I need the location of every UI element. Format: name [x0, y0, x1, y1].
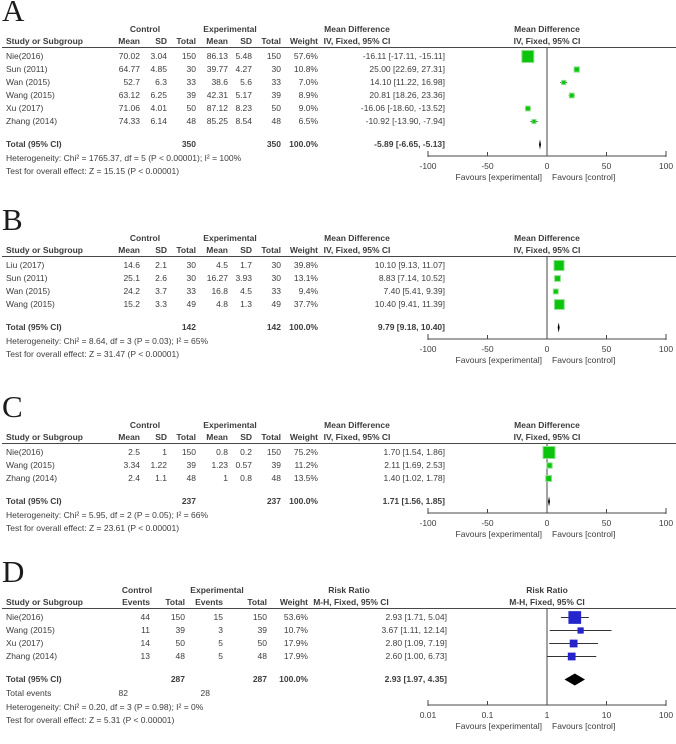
study-cell: 6.3 — [155, 77, 167, 87]
weight-cell: 57.6% — [293, 51, 318, 61]
weight-cell: 7.0% — [298, 77, 318, 87]
study-label: Sun (2011) — [6, 273, 48, 283]
effect-header: Mean Difference — [324, 24, 390, 34]
weight-cell: 10.7% — [283, 625, 308, 635]
ci-cell: 1.40 [1.02, 1.78] — [383, 473, 445, 483]
effect-square — [553, 289, 558, 294]
study-cell: 0.8 — [216, 447, 228, 457]
study-cell: 3.04 — [150, 51, 167, 61]
study-cell: 0.57 — [235, 460, 252, 470]
study-cell: 4.8 — [216, 299, 228, 309]
weight-cell: 11.2% — [294, 460, 318, 470]
ci-cell: 2.60 [1.00, 6.73] — [385, 651, 447, 661]
total-weight: 100.0% — [279, 674, 308, 684]
effect-square — [525, 106, 530, 111]
col-header-study: Study or Subgroup — [6, 245, 83, 255]
study-cell: 2.4 — [128, 473, 140, 483]
study-cell: 48 — [186, 116, 196, 126]
effect-header: Mean Difference — [324, 420, 390, 430]
effect-square — [569, 612, 581, 624]
total-n-experimental: 142 — [266, 322, 281, 332]
col-header-mean: Mean — [206, 245, 228, 255]
study-label: Nie(2016) — [6, 51, 44, 61]
study-cell: 8.54 — [235, 116, 252, 126]
axis-tick-label: 50 — [601, 518, 612, 528]
total-events-control: 82 — [118, 688, 128, 698]
col-header-ci: IV, Fixed, 95% CI — [323, 245, 391, 255]
col-header-study: Study or Subgroup — [6, 597, 83, 607]
col-header-total: Total — [176, 36, 196, 46]
ci-cell: 3.67 [1.11, 12.14] — [381, 625, 447, 635]
group-header-control: Control — [129, 233, 161, 243]
study-cell: 8.23 — [235, 103, 252, 113]
pooled-diamond — [565, 674, 585, 686]
panel-d — [0, 554, 676, 733]
col-header-total: Total — [261, 36, 281, 46]
favours-left-label: Favours [experimental] — [455, 172, 542, 182]
favours-right-label: Favours [control] — [552, 721, 616, 731]
axis-tick-label: 1 — [544, 710, 550, 720]
overall-effect-text: Test for overall effect: Z = 23.61 (P < 0.00001) — [6, 523, 180, 533]
ci-cell: 20.81 [18.26, 23.36] — [369, 90, 445, 100]
group-header-control: Control — [129, 420, 161, 430]
study-cell: 150 — [181, 447, 196, 457]
effect-square — [568, 653, 575, 660]
study-cell: 1.22 — [150, 460, 167, 470]
study-cell: 44 — [140, 612, 150, 622]
plot-effect-header: Mean Difference — [514, 24, 580, 34]
col-header-events: Events — [195, 597, 223, 607]
study-cell: 2.5 — [128, 447, 140, 457]
study-cell: 2.1 — [155, 260, 167, 270]
favours-right-label: Favours [control] — [552, 172, 616, 182]
study-cell: 5 — [218, 651, 223, 661]
panel-d-label: D — [2, 554, 25, 589]
effect-square — [578, 628, 583, 633]
favours-left-label: Favours [experimental] — [455, 721, 542, 731]
study-cell: 50 — [257, 638, 267, 648]
weight-cell: 9.0% — [298, 103, 318, 113]
overall-effect-text: Test for overall effect: Z = 5.31 (P < 0.00001) — [6, 715, 175, 725]
total-label: Total (95% CI) — [6, 496, 62, 506]
col-header-weight: Weight — [289, 432, 318, 442]
study-cell: 85.25 — [206, 116, 228, 126]
heterogeneity-text: Heterogeneity: Chi² = 8.64, df = 3 (P = 0.03); I² = 65% — [6, 336, 209, 346]
study-cell: 30 — [271, 64, 281, 74]
effect-square — [532, 119, 536, 123]
study-cell: 50 — [271, 103, 281, 113]
group-header-control: Control — [129, 24, 161, 34]
study-cell: 3.3 — [155, 299, 167, 309]
col-header-sd: SD — [240, 245, 252, 255]
study-label: Wang (2015) — [6, 299, 55, 309]
study-label: Wan (2015) — [6, 77, 51, 87]
axis-tick-label: 100 — [658, 710, 674, 720]
study-cell: 64.77 — [118, 64, 140, 74]
group-header-experimental: Experimental — [203, 233, 257, 243]
axis-tick-label: 0.01 — [419, 710, 437, 720]
effect-header: Risk Ratio — [328, 585, 370, 595]
heterogeneity-text: Heterogeneity: Chi² = 0.20, df = 3 (P = 0.98); I² = 0% — [6, 702, 204, 712]
ci-cell: 2.93 [1.71, 5.04] — [385, 612, 447, 622]
study-cell: 30 — [271, 273, 281, 283]
total-weight: 100.0% — [289, 139, 318, 149]
plot-method-header: IV, Fixed, 95% CI — [513, 432, 581, 442]
study-label: Wang (2015) — [6, 460, 55, 470]
axis-tick-label: 0.1 — [481, 710, 494, 720]
study-cell: 1 — [162, 447, 167, 457]
axis-tick-label: 0 — [544, 518, 550, 528]
axis-tick-label: 100 — [658, 161, 674, 171]
study-cell: 30 — [186, 273, 196, 283]
col-header-weight: Weight — [279, 597, 308, 607]
study-label: Zhang (2014) — [6, 116, 58, 126]
effect-square — [574, 67, 579, 72]
study-cell: 39.77 — [206, 64, 228, 74]
weight-cell: 13.5% — [293, 473, 318, 483]
pooled-diamond — [548, 497, 550, 507]
study-cell: 71.06 — [118, 103, 140, 113]
total-n-experimental: 350 — [266, 139, 281, 149]
study-cell: 38.6 — [211, 77, 228, 87]
study-label: Xu (2017) — [6, 638, 44, 648]
effect-square — [554, 260, 564, 270]
study-cell: 30 — [271, 260, 281, 270]
study-cell: 5.6 — [240, 77, 252, 87]
col-header-mean: Mean — [118, 432, 140, 442]
study-cell: 39 — [271, 460, 281, 470]
study-cell: 150 — [181, 51, 196, 61]
study-cell: 1.7 — [240, 260, 252, 270]
study-cell: 150 — [266, 447, 281, 457]
axis-tick-label: 0 — [544, 161, 550, 171]
total-ci: 1.71 [1.56, 1.85] — [382, 496, 445, 506]
total-n-control: 350 — [181, 139, 196, 149]
axis-tick-label: -50 — [481, 161, 494, 171]
study-label: Wan (2015) — [6, 286, 51, 296]
axis-tick-label: -100 — [419, 161, 437, 171]
axis-tick-label: -100 — [419, 518, 437, 528]
total-n-experimental: 237 — [266, 496, 281, 506]
study-cell: 0.2 — [240, 447, 252, 457]
axis-tick-label: 50 — [601, 161, 612, 171]
weight-cell: 6.5% — [298, 116, 318, 126]
study-cell: 5 — [218, 638, 223, 648]
overall-effect-text: Test for overall effect: Z = 15.15 (P < 0.00001) — [6, 166, 180, 176]
effect-square — [555, 276, 561, 282]
study-cell: 11 — [141, 625, 150, 635]
study-cell: 150 — [266, 51, 281, 61]
study-cell: 24.2 — [123, 286, 140, 296]
study-cell: 63.12 — [118, 90, 140, 100]
weight-cell: 8.9% — [298, 90, 318, 100]
study-cell: 150 — [252, 612, 267, 622]
col-header-total: Total — [176, 245, 196, 255]
ci-cell: 8.83 [7.14, 10.52] — [378, 273, 445, 283]
axis-tick-label: -50 — [481, 344, 494, 354]
group-header-experimental: Experimental — [203, 420, 257, 430]
study-cell: 25.1 — [123, 273, 140, 283]
col-header-sd: SD — [155, 245, 167, 255]
col-header-weight: Weight — [289, 36, 318, 46]
overall-effect-text: Test for overall effect: Z = 31.47 (P < 0.00001) — [6, 349, 180, 359]
total-label: Total (95% CI) — [6, 322, 62, 332]
total-n-control: 287 — [170, 674, 185, 684]
col-header-study: Study or Subgroup — [6, 36, 83, 46]
ci-cell: 10.10 [9.13, 11.07] — [374, 260, 445, 270]
study-cell: 86.13 — [206, 51, 228, 61]
axis-tick-label: -100 — [419, 344, 437, 354]
study-cell: 16.8 — [211, 286, 228, 296]
ci-cell: -16.11 [-17.11, -15.11] — [362, 51, 445, 61]
study-cell: 39 — [271, 90, 281, 100]
col-header-total: Total — [176, 432, 196, 442]
ci-cell: -10.92 [-13.90, -7.94] — [365, 116, 445, 126]
axis-tick-label: 100 — [658, 518, 674, 528]
total-label: Total (95% CI) — [6, 674, 62, 684]
axis-tick-label: -50 — [481, 518, 494, 528]
col-header-total: Total — [247, 597, 267, 607]
study-cell: 39 — [257, 625, 267, 635]
study-label: Liu (2017) — [6, 260, 45, 270]
weight-cell: 75.2% — [293, 447, 318, 457]
study-cell: 6.14 — [150, 116, 167, 126]
ci-cell: 1.70 [1.54, 1.86] — [383, 447, 445, 457]
header-rule — [2, 608, 676, 609]
study-cell: 14.6 — [123, 260, 140, 270]
panel-a-label: A — [2, 0, 25, 28]
col-header-sd: SD — [155, 36, 167, 46]
effect-square — [543, 447, 555, 459]
favours-left-label: Favours [experimental] — [455, 529, 542, 539]
total-n-experimental: 287 — [252, 674, 267, 684]
effect-square — [570, 640, 577, 647]
col-header-total: Total — [261, 245, 281, 255]
study-cell: 33 — [271, 286, 281, 296]
study-cell: 50 — [186, 103, 196, 113]
total-ci: 2.93 [1.97, 4.35] — [384, 674, 447, 684]
favours-right-label: Favours [control] — [552, 355, 616, 365]
study-cell: 1.23 — [211, 460, 228, 470]
study-cell: 4.27 — [235, 64, 252, 74]
study-cell: 2.6 — [155, 273, 167, 283]
study-cell: 150 — [170, 612, 185, 622]
study-cell: 42.31 — [206, 90, 228, 100]
study-label: Xu (2017) — [6, 103, 44, 113]
study-label: Wang (2015) — [6, 90, 55, 100]
ci-cell: 14.10 [11.22, 16.98] — [370, 77, 445, 87]
ci-cell: -16.06 [-18.60, -13.52] — [360, 103, 445, 113]
study-cell: 15.2 — [123, 299, 140, 309]
total-n-control: 237 — [181, 496, 196, 506]
col-header-sd: SD — [155, 432, 167, 442]
ci-cell: 2.11 [1.69, 2.53] — [384, 460, 445, 470]
study-cell: 52.7 — [123, 77, 140, 87]
col-header-events: Events — [122, 597, 150, 607]
panel-c-label: C — [2, 389, 23, 424]
weight-cell: 9.4% — [298, 286, 318, 296]
study-cell: 33 — [186, 286, 196, 296]
ci-cell: 2.80 [1.09, 7.19] — [385, 638, 447, 648]
total-events-label: Total events — [6, 688, 52, 698]
pooled-diamond — [539, 140, 541, 150]
axis-tick-label: 10 — [601, 710, 612, 720]
group-header-control: Control — [121, 585, 153, 595]
favours-right-label: Favours [control] — [552, 529, 616, 539]
panel-a — [0, 2, 676, 184]
study-cell: 30 — [186, 64, 196, 74]
col-header-total: Total — [165, 597, 185, 607]
col-header-mean: Mean — [206, 432, 228, 442]
ci-cell: 7.40 [5.41, 9.39] — [383, 286, 445, 296]
study-cell: 30 — [186, 260, 196, 270]
study-cell: 3 — [218, 625, 223, 635]
study-cell: 87.12 — [206, 103, 228, 113]
study-label: Nie(2016) — [6, 447, 44, 457]
effect-square — [562, 80, 566, 84]
ci-cell: 10.40 [9.41, 11.39] — [374, 299, 445, 309]
col-header-sd: SD — [240, 432, 252, 442]
favours-left-label: Favours [experimental] — [455, 355, 542, 365]
plot-effect-header: Risk Ratio — [526, 585, 568, 595]
effect-square — [554, 300, 564, 310]
study-cell: 16.27 — [206, 273, 228, 283]
total-label: Total (95% CI) — [6, 139, 62, 149]
study-cell: 70.02 — [118, 51, 140, 61]
study-cell: 1.1 — [155, 473, 167, 483]
axis-tick-label: 50 — [601, 344, 612, 354]
col-header-ci: IV, Fixed, 95% CI — [323, 36, 391, 46]
weight-cell: 39.8% — [293, 260, 318, 270]
study-cell: 48 — [186, 473, 196, 483]
panel-c — [0, 389, 676, 541]
study-cell: 39 — [186, 90, 196, 100]
study-cell: 14 — [140, 638, 150, 648]
effect-header: Mean Difference — [324, 233, 390, 243]
panel-b — [0, 202, 676, 367]
col-header-weight: Weight — [289, 245, 318, 255]
study-label: Nie(2016) — [6, 612, 44, 622]
plot-method-header: M-H, Fixed, 95% CI — [509, 597, 585, 607]
study-cell: 33 — [186, 77, 196, 87]
col-header-mean: Mean — [118, 36, 140, 46]
study-label: Zhang (2014) — [6, 651, 58, 661]
study-cell: 13 — [140, 651, 150, 661]
study-cell: 5.17 — [235, 90, 252, 100]
total-events-experimental: 28 — [200, 688, 210, 698]
col-header-sd: SD — [240, 36, 252, 46]
study-label: Sun (2011) — [6, 64, 48, 74]
study-label: Wang (2015) — [6, 625, 55, 635]
weight-cell: 37.7% — [293, 299, 318, 309]
header-rule — [2, 256, 676, 257]
total-weight: 100.0% — [289, 496, 318, 506]
weight-cell: 10.8% — [293, 64, 318, 74]
weight-cell: 13.1% — [293, 273, 318, 283]
study-cell: 49 — [186, 299, 196, 309]
study-cell: 74.33 — [118, 116, 140, 126]
effect-square — [522, 51, 534, 63]
plot-effect-header: Mean Difference — [514, 233, 580, 243]
study-cell: 48 — [175, 651, 185, 661]
heterogeneity-text: Heterogeneity: Chi² = 5.95, df = 2 (P = 0.05); I² = 66% — [6, 510, 209, 520]
study-cell: 3.7 — [155, 286, 167, 296]
col-header-total: Total — [261, 432, 281, 442]
study-cell: 4.5 — [216, 260, 228, 270]
col-header-ci: M-H, Fixed, 95% CI — [313, 597, 389, 607]
total-n-control: 142 — [181, 322, 196, 332]
study-cell: 4.85 — [150, 64, 167, 74]
axis-tick-label: 100 — [658, 344, 674, 354]
panel-b-label: B — [2, 202, 23, 237]
study-cell: 48 — [271, 116, 281, 126]
effect-square — [569, 93, 574, 98]
plot-method-header: IV, Fixed, 95% CI — [513, 245, 581, 255]
weight-cell: 17.9% — [283, 638, 308, 648]
study-cell: 33 — [271, 77, 281, 87]
ci-cell: 25.00 [22.69, 27.31] — [369, 64, 445, 74]
total-ci: 9.79 [9.18, 10.40] — [377, 322, 445, 332]
study-cell: 39 — [175, 625, 185, 635]
study-cell: 3.34 — [123, 460, 140, 470]
study-cell: 5.48 — [235, 51, 252, 61]
header-rule — [2, 443, 676, 444]
study-cell: 3.93 — [235, 273, 252, 283]
weight-cell: 17.9% — [283, 651, 308, 661]
study-cell: 1.3 — [240, 299, 252, 309]
plot-effect-header: Mean Difference — [514, 420, 580, 430]
group-header-experimental: Experimental — [203, 24, 257, 34]
effect-square — [546, 476, 552, 482]
heterogeneity-text: Heterogeneity: Chi² = 1765.37, df = 5 (P < 0.00001); I² = 100% — [6, 153, 242, 163]
study-cell: 4.01 — [150, 103, 167, 113]
total-weight: 100.0% — [289, 322, 318, 332]
study-cell: 6.25 — [150, 90, 167, 100]
study-cell: 49 — [271, 299, 281, 309]
study-label: Zhang (2014) — [6, 473, 58, 483]
col-header-mean: Mean — [118, 245, 140, 255]
study-cell: 0.8 — [240, 473, 252, 483]
study-cell: 1 — [223, 473, 228, 483]
effect-square — [547, 463, 552, 468]
study-cell: 48 — [271, 473, 281, 483]
study-cell: 48 — [257, 651, 267, 661]
weight-cell: 53.6% — [283, 612, 308, 622]
study-cell: 39 — [186, 460, 196, 470]
study-cell: 50 — [175, 638, 185, 648]
axis-tick-label: 0 — [544, 344, 550, 354]
study-cell: 4.5 — [240, 286, 252, 296]
col-header-mean: Mean — [206, 36, 228, 46]
total-ci: -5.89 [-6.65, -5.13] — [374, 139, 445, 149]
col-header-study: Study or Subgroup — [6, 432, 83, 442]
study-cell: 15 — [213, 612, 223, 622]
header-rule — [2, 47, 676, 48]
plot-method-header: IV, Fixed, 95% CI — [513, 36, 581, 46]
col-header-ci: IV, Fixed, 95% CI — [323, 432, 391, 442]
pooled-diamond — [558, 323, 560, 333]
group-header-experimental: Experimental — [190, 585, 244, 595]
